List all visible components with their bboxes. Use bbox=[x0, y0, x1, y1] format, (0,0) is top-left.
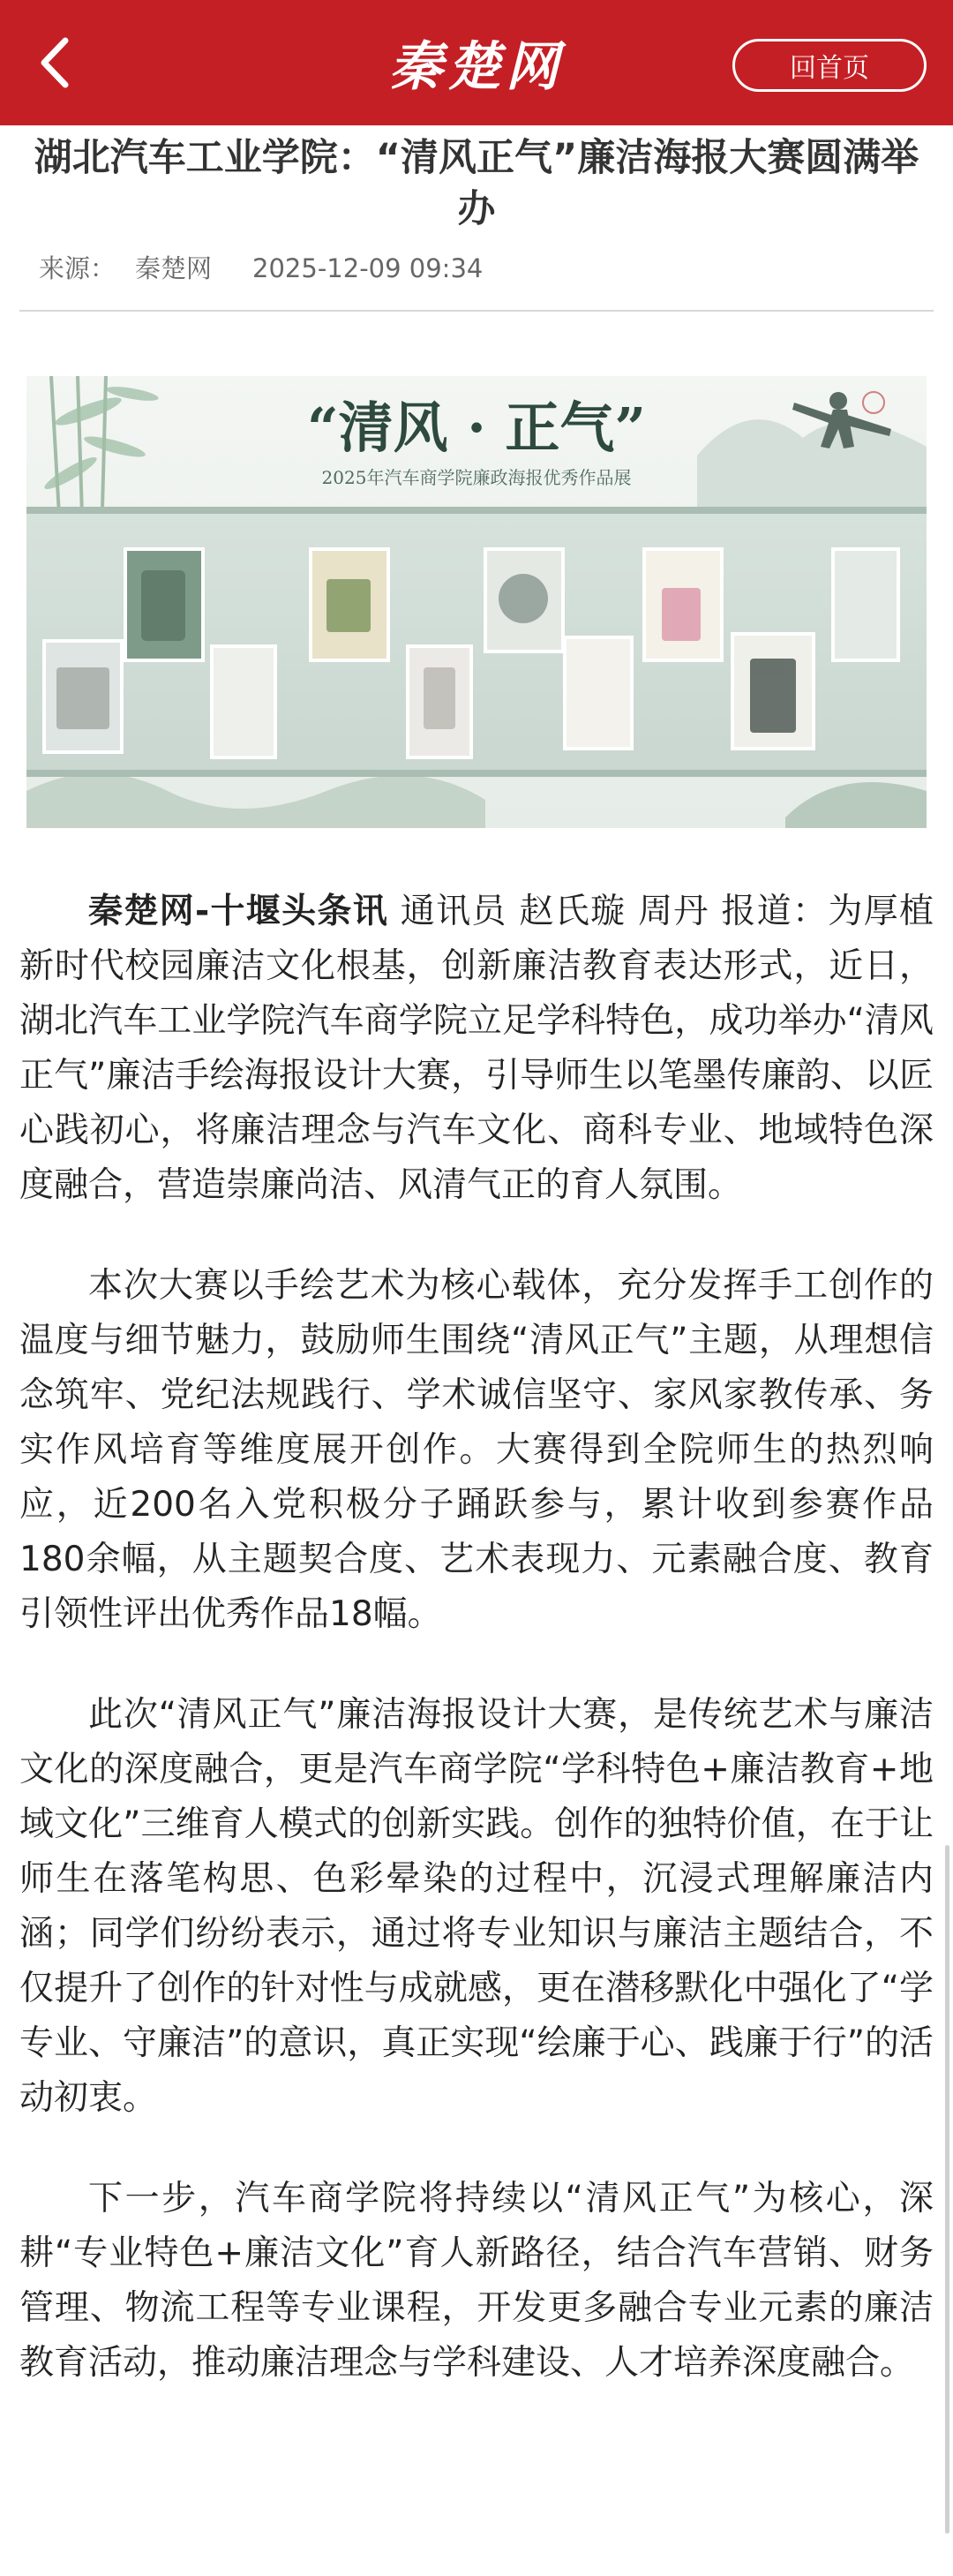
source-name: 秦楚网 bbox=[135, 253, 213, 283]
article-paragraph: 本次大赛以手绘艺术为核心载体，充分发挥手工创作的温度与细节魅力，鼓励师生围绕“清风正气”主题，从理想信念筑牢、党纪法规践行、学术诚信坚守、家风家教传承、务实作风培育等维度展开创作。大赛得到全院师生的热烈响应，近200名入党积极分子踊跃参与，累计收到参赛作品180余幅，从主题契合度、艺术表现力、元素融合度、教育引领性评出优秀作品18幅。 bbox=[19, 1266, 934, 1634]
article-paragraph: 此次“清风正气”廉洁海报设计大赛，是传统艺术与廉洁文化的深度融合，更是汽车商学院“学科特色+廉洁教育+地域文化”三维育人模式的创新实践。创作的独特价值，在于让师生在落笔构思、色彩晕染的过程中，沉浸式理解廉洁内涵；同学们纷纷表示，通过将专业知识与廉洁主题结合，不仅提升了创作的针对性与成就感，更在潜移默化中强化了“学专业、守廉洁”的意识，真正实现“绘廉于心、践廉于行”的活动初衷。 bbox=[19, 1695, 934, 2118]
site-logo-text: 秦楚网 bbox=[389, 36, 564, 98]
mountain-decoration-icon bbox=[697, 419, 927, 517]
article-paragraph: 下一步，汽车商学院将持续以“清风正气”为核心，深耕“专业特色+廉洁文化”育人新路径，结合汽车营销、财务管理、物流工程等专业课程，开发更多融合专业元素的廉洁教育活动，推动廉洁理念与学科建设、人才培养深度融合。 bbox=[19, 2179, 934, 2383]
site-logo[interactable] bbox=[344, 25, 609, 101]
poster-headline: “清风 · 正气” bbox=[306, 395, 647, 460]
dateline: 秦楚网-十堰头条讯 bbox=[88, 892, 389, 931]
article-meta bbox=[39, 249, 483, 285]
article-title: 湖北汽车工业学院：“清风正气”廉洁海报大赛圆满举办 bbox=[34, 136, 919, 231]
article-paragraph bbox=[19, 885, 934, 1213]
source-label: 来源： bbox=[39, 253, 116, 283]
top-nav-bar bbox=[0, 0, 953, 125]
publish-datetime: 2025-12-09 09:34 bbox=[252, 253, 484, 283]
poster-image[interactable] bbox=[26, 376, 927, 828]
divider bbox=[19, 310, 934, 312]
poster-subtitle: 2025年汽车商学院廉政海报优秀作品展 bbox=[321, 467, 632, 488]
home-button[interactable]: 回首页 bbox=[732, 39, 927, 92]
paragraph-text: 通讯员 赵氏璇 周丹 报道：为厚植新时代校园廉洁文化根基，创新廉洁教育表达形式，近日，湖北汽车工业学院汽车商学院立足学科特色，成功举办“清风正气”廉洁手绘海报设计大赛，引导师生以笔墨传廉韵、以匠心践初心，将廉洁理念与汽车文化、商科专业、地域特色深度融合，营造崇廉尚洁、风清气正的育人氛围。 bbox=[19, 892, 934, 1205]
back-arrow-icon[interactable] bbox=[26, 32, 88, 94]
scrollbar[interactable] bbox=[945, 1845, 949, 2534]
article-body bbox=[19, 885, 934, 2437]
